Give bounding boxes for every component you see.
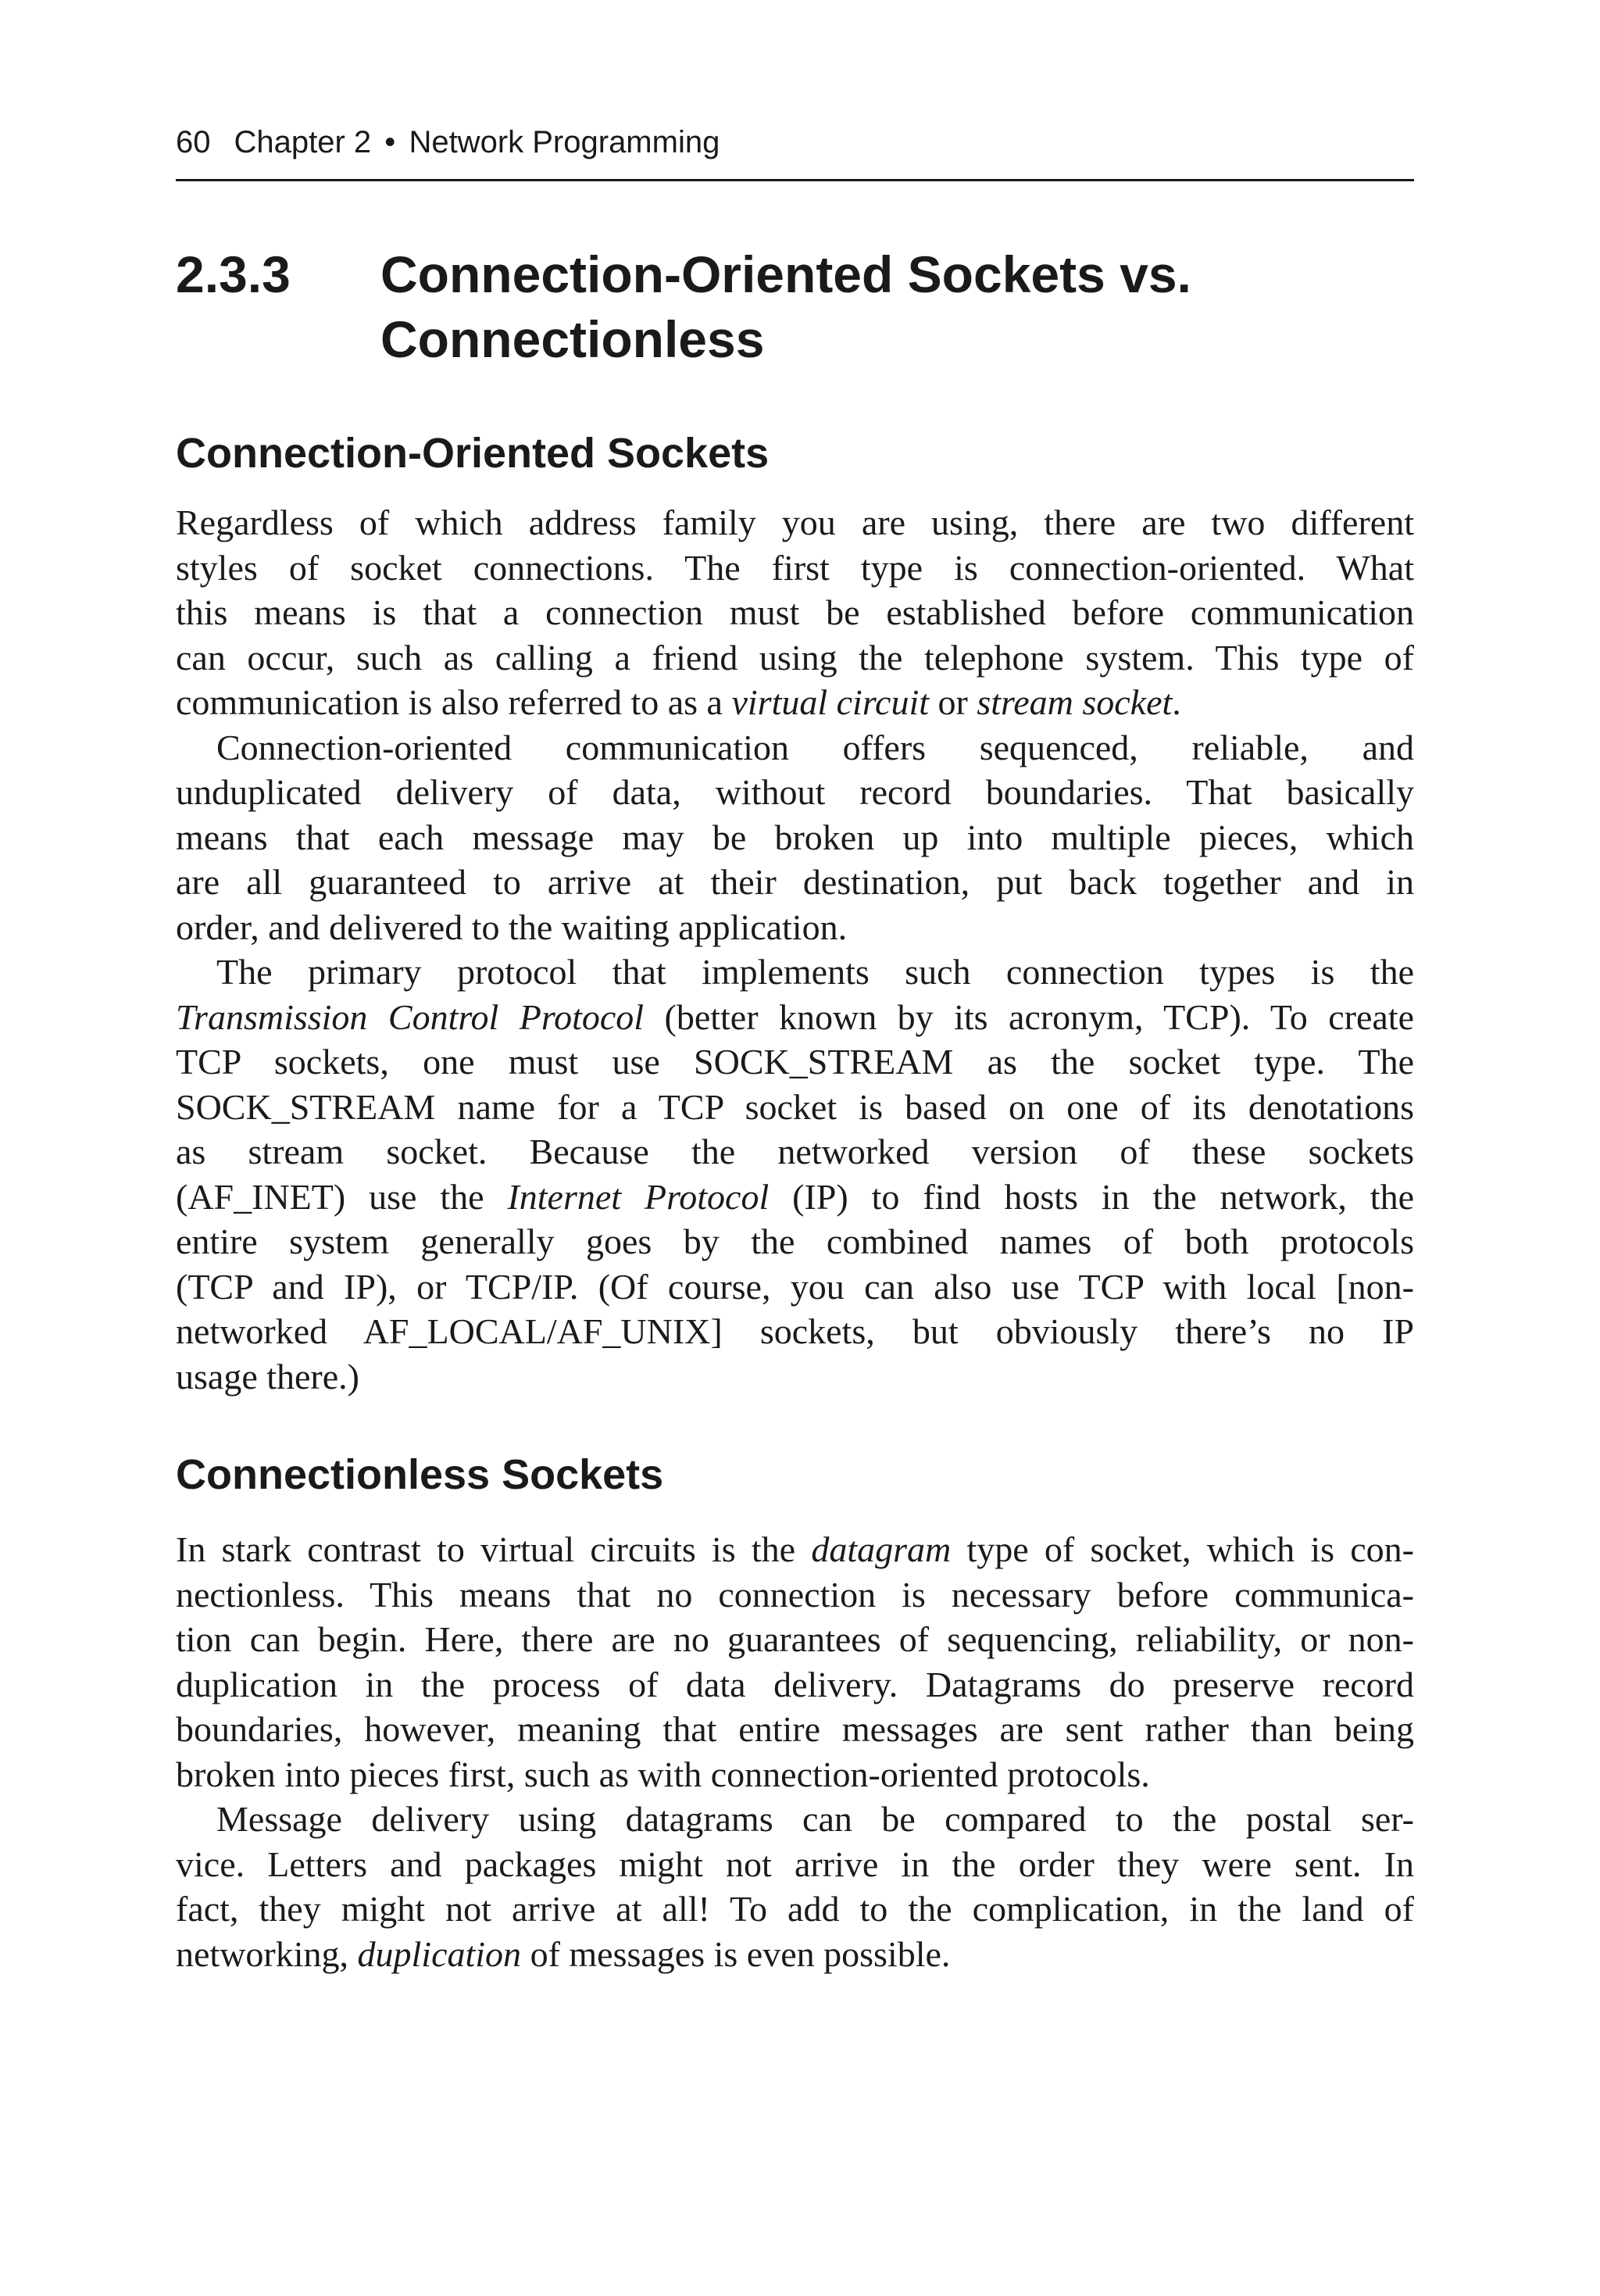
text-line: usage there.) [176, 1356, 359, 1397]
text-run: In stark contrast to virtual circuits is the [176, 1529, 812, 1569]
text-line: nectionless. This means that no connection is necessary before communica- [176, 1574, 1414, 1615]
text-line: (TCP and IP), or TCP/IP. (Of course, you can also use TCP with local [non- [176, 1266, 1414, 1307]
italic-term: virtual circuit [731, 682, 930, 722]
subheading-connection-oriented: Connection-Oriented Sockets [176, 430, 770, 477]
text-line: The primary protocol that implements such connection types is the [216, 952, 1414, 992]
section-number: 2.3.3 [176, 245, 291, 303]
text-line [176, 1527, 1414, 1572]
italic-term: duplication [357, 1933, 522, 1974]
running-head [176, 119, 1414, 166]
italic-term: datagram [811, 1529, 952, 1569]
paragraph [176, 725, 1414, 950]
page-number: 60 [176, 125, 211, 159]
text-run: . [1172, 682, 1181, 722]
text-line: as stream socket. Because the networked version of these sockets [176, 1132, 1414, 1171]
text-line: Connection-oriented communication offers sequenced, reliable, and [216, 727, 1414, 767]
text-line: order, and delivered to the waiting application. [176, 907, 848, 947]
text-line [176, 1932, 1414, 1977]
text-line: boundaries, however, meaning that entire messages are sent rather than being [176, 1709, 1414, 1749]
chapter-label: Chapter 2 [234, 125, 372, 159]
text-run: (AF_INET) use the [176, 1176, 508, 1217]
text-run: (IP) to find hosts in the network, the [769, 1176, 1414, 1217]
chapter-title: Network Programming [409, 125, 720, 159]
text-line: entire system generally goes by the combined names of both protocols [176, 1221, 1414, 1261]
text-line: Regardless of which address family you are using, there are two different [176, 502, 1414, 542]
paragraph [176, 500, 1414, 725]
text-line: duplication in the process of data delivery. Datagrams do preserve record [176, 1664, 1414, 1704]
connectionless-body [176, 1527, 1414, 1976]
text-line: unduplicated delivery of data, without record boundaries. That basically [176, 772, 1414, 812]
connection-oriented-body [176, 500, 1414, 1399]
text-line: tion can begin. Here, there are no guarantees of sequencing, reliability, or non- [176, 1619, 1414, 1659]
text-line: networked AF_LOCAL/AF_UNIX] sockets, but obviously there’s no IP [176, 1311, 1414, 1351]
section-title: Connection-Oriented Sockets vs. Connectionless [380, 245, 1191, 368]
paragraph [176, 1527, 1414, 1797]
text-run: networking, [176, 1933, 358, 1974]
text-line: vice. Letters and packages might not arrive in the order they were sent. In [176, 1844, 1414, 1884]
text-run: or [929, 682, 977, 722]
text-run: (better known by its acronym, TCP). To create [644, 996, 1414, 1037]
bullet-separator: • [384, 125, 396, 159]
text-run: type of socket, which is con- [951, 1529, 1414, 1569]
italic-term: Internet Protocol [507, 1176, 770, 1217]
text-line: Message delivery using datagrams can be compared to the postal ser- [216, 1799, 1414, 1839]
paragraph [176, 950, 1414, 1399]
text-line: are all guaranteed to arrive at their destination, put back together and in [176, 862, 1414, 902]
subheading-connectionless: Connectionless Sockets [176, 1451, 664, 1498]
text-line: means that each message may be broken up into multiple pieces, which [176, 817, 1414, 857]
italic-term: Transmission Control Protocol [176, 996, 645, 1037]
text-run: communication is also referred to as a [176, 682, 732, 722]
text-line [176, 1175, 1414, 1220]
text-run: of messages is even possible. [521, 1933, 951, 1974]
text-line: TCP sockets, one must use SOCK_STREAM as the socket type. The [176, 1042, 1414, 1082]
header-rule [176, 179, 1414, 181]
paragraph [176, 1797, 1414, 1976]
text-line: can occur, such as calling a friend using the telephone system. This type of [176, 637, 1414, 678]
text-line: styles of socket connections. The first type is connection-oriented. What [176, 547, 1414, 588]
text-line: broken into pieces first, such as with connection-oriented protocols. [176, 1754, 1150, 1794]
text-line [176, 680, 1414, 725]
text-line: SOCK_STREAM name for a TCP socket is based on one of its denotations [176, 1086, 1414, 1127]
text-line [176, 995, 1414, 1040]
italic-term: stream socket [977, 682, 1173, 722]
text-line: this means is that a connection must be established before communication [176, 592, 1414, 632]
text-line: fact, they might not arrive at all! To add to the complication, in the land of [176, 1889, 1414, 1929]
